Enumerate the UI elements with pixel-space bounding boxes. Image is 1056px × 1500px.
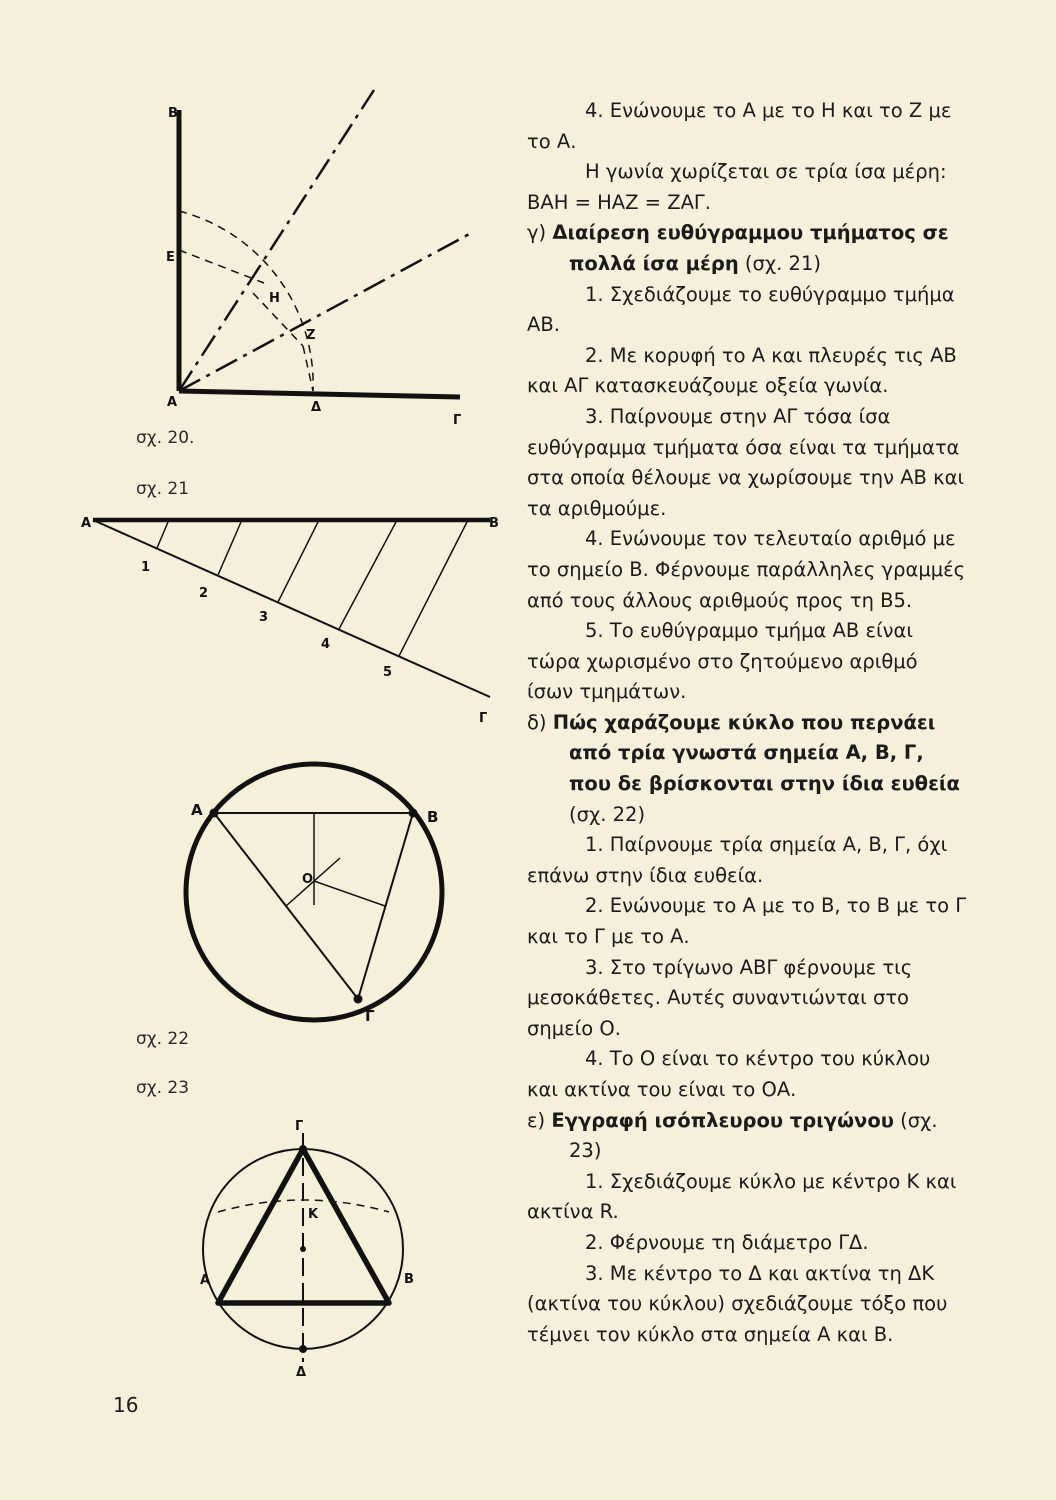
fig22-label-gamma: Γ <box>365 1007 375 1025</box>
fig22-point-b <box>409 809 418 818</box>
fig21-parallel-5 <box>399 520 468 656</box>
fig22-label-a: A <box>191 801 203 819</box>
section-title: Διαίρεση ευθύγραμμου τμήματος σε πολλά ίσα μέρη <box>552 221 949 275</box>
fig21-label-4: 4 <box>321 637 331 652</box>
fig23-point-k <box>300 1246 306 1252</box>
fig21-label-3: 3 <box>259 610 269 625</box>
step-d2: 2. Ενώνουμε το Α με το Β, το Β με το Γ και το Γ με το Α. <box>527 894 967 949</box>
step-d4: 4. Το Ο είναι το κέντρο του κύκλου και ακτίνα του είναι το ΟΑ. <box>527 1047 931 1101</box>
fig20-label-a: A <box>167 395 178 410</box>
fig21-parallel-3 <box>278 522 318 602</box>
fig20-ray-az <box>179 232 473 391</box>
fig22-bisector-bg <box>314 881 385 906</box>
fig20-arc <box>179 211 316 391</box>
fig20-label-e: E <box>166 250 175 265</box>
figure-20 <box>179 90 473 397</box>
step-g1: 1. Σχεδιάζουμε το ευθύγραμμο τμήμα ΑΒ. <box>527 282 955 337</box>
fig21-parallel-4 <box>339 522 396 629</box>
fig22-point-a <box>210 809 219 818</box>
section-title: Πώς χαράζουμε κύκλο που περνάει από τρία γνωστά σημεία Α, Β, Γ, που δε βρίσκονται στην ίδια ευθεία <box>552 710 960 796</box>
fig22-label-o: O <box>302 872 314 887</box>
figure-reference: (σχ. 22) <box>569 802 646 826</box>
fig21-label-1: 1 <box>141 560 151 575</box>
caption-fig21: σχ. 21 <box>136 479 190 499</box>
section-marker: ε) <box>527 1108 546 1132</box>
fig21-parallel-2 <box>218 522 241 575</box>
fig20-label-z: Z <box>306 328 316 343</box>
caption-fig20: σχ. 20. <box>136 428 195 448</box>
fig20-label-gamma: Γ <box>453 413 462 428</box>
section-gamma-heading <box>527 218 967 279</box>
caption-fig22: σχ. 22 <box>136 1029 190 1049</box>
fig22-label-b: B <box>427 808 439 826</box>
section-epsilon-heading <box>527 1106 967 1167</box>
section-title: Εγγραφή ισόπλευρου τριγώνου <box>551 1108 894 1132</box>
step-g4: 4. Ενώνουμε τον τελευταίο αριθμό με το σημείο Β. Φέρνουμε παράλληλες γραμμές από τους άλλους αριθμούς προς τη Β5. <box>527 527 966 612</box>
step-e3: 3. Με κέντρο το Δ και ακτίνα τη ΔΚ (ακτίνα του κύκλου) σχεδιάζουμε τόξο που τέμνει τον κύκλο στα σημεία Α και Β. <box>527 1261 948 1346</box>
fig21-label-a: A <box>81 516 92 531</box>
fig21-parallel-1 <box>157 522 168 548</box>
fig23-label-gamma: Γ <box>295 1119 304 1134</box>
fig20-label-h: H <box>269 291 280 306</box>
paragraph-step4: 4. Ενώνουμε το Α με το Η και το Ζ με το Α. <box>527 99 952 153</box>
fig23-label-b: B <box>404 1272 414 1287</box>
fig23-label-delta: Δ <box>296 1365 307 1380</box>
fig20-construction-z <box>303 346 313 391</box>
paragraph-result: Η γωνία χωρίζεται σε τρία ίσα μέρη: ΒΑΗ = ΗΑΖ = ΖΑΓ. <box>527 160 947 214</box>
fig23-label-a: A <box>200 1273 211 1288</box>
figure-reference: (σχ. 23) <box>569 1108 938 1163</box>
fig21-label-2: 2 <box>199 586 209 601</box>
fig23-label-k: K <box>308 1207 319 1222</box>
figure-22 <box>186 764 442 1020</box>
fig23-point-d <box>299 1345 307 1353</box>
caption-fig23: σχ. 23 <box>136 1078 190 1098</box>
fig20-ray-ah <box>179 90 374 391</box>
figure-reference: (σχ. 21) <box>744 251 821 275</box>
fig21-ray-ag <box>93 520 490 697</box>
step-d1: 1. Παίρνουμε τρία σημεία Α, Β, Γ, όχι επάνω στην ίδια ευθεία. <box>527 833 948 887</box>
fig20-construction-e <box>179 250 264 283</box>
section-marker: γ) <box>527 221 547 245</box>
step-e1: 1. Σχεδιάζουμε κύκλο με κέντρο Κ και ακτίνα R. <box>527 1169 957 1224</box>
body-text <box>527 96 967 1350</box>
step-e2: 2. Φέρνουμε τη διάμετρο ΓΔ. <box>585 1230 869 1254</box>
step-g5: 5. Το ευθύγραμμο τμήμα ΑΒ είναι τώρα χωρισμένο στο ζητούμενο αριθμό ίσων τμημάτων. <box>527 619 918 704</box>
fig22-side-bg <box>358 813 413 999</box>
page-number: 16 <box>113 1393 139 1417</box>
fig23-point-g <box>299 1145 307 1153</box>
fig21-label-b: B <box>489 516 499 531</box>
fig20-horizontal-side <box>179 391 460 397</box>
fig20-label-delta: Δ <box>311 400 322 415</box>
figure-21-labels <box>81 516 499 726</box>
fig21-label-gamma: Γ <box>479 711 488 726</box>
step-g2: 2. Με κορυφή το Α και πλευρές τις ΑΒ και ΑΓ κατασκευάζουμε οξεία γωνία. <box>527 343 957 398</box>
section-delta-heading <box>527 708 967 830</box>
section-marker: δ) <box>527 710 547 734</box>
figure-21 <box>93 520 490 697</box>
fig22-point-g <box>354 995 363 1004</box>
step-d3: 3. Στο τρίγωνο ΑΒΓ φέρνουμε τις μεσοκάθετες. Αυτές συναντιώνται στο σημείο Ο. <box>527 955 913 1040</box>
fig21-label-5: 5 <box>383 665 393 680</box>
step-g3: 3. Παίρνουμε στην ΑΓ τόσα ίσα ευθύγραμμα τμήματα όσα είναι τα τμήματα στα οποία θέλουμε να χωρίσουμε την ΑΒ και τα αριθμούμε. <box>527 404 965 520</box>
fig20-label-b: B <box>168 106 178 121</box>
